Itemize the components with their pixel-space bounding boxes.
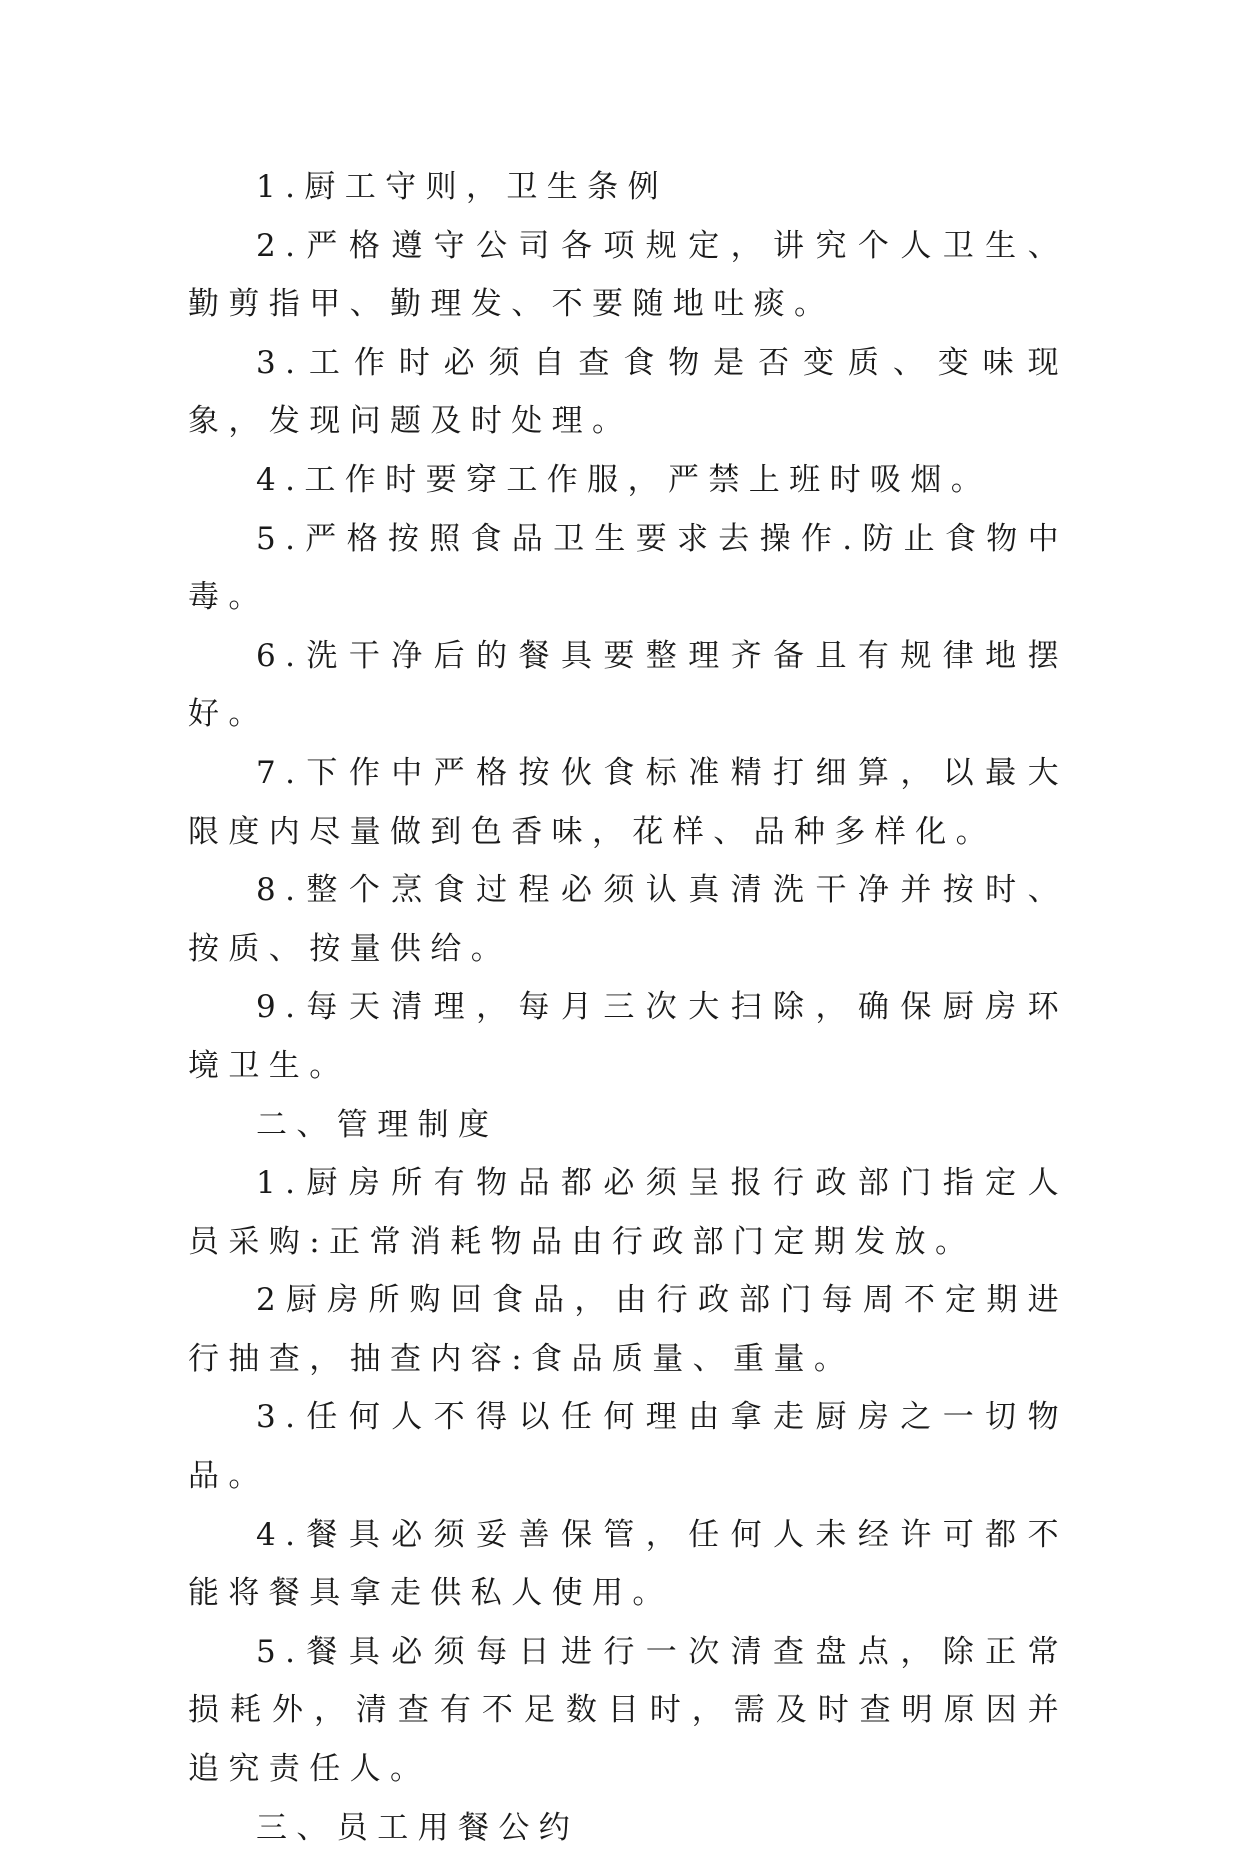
paragraph: 3.任何人不得以任何理由拿走厨房之一切物品。 bbox=[188, 1399, 1068, 1495]
paragraph: 9.每天清理，每月三次大扫除，确保厨房环境卫生。 bbox=[188, 989, 1068, 1084]
paragraph: 2.严格遵守公司各项规定，讲究个人卫生、勤剪指甲、勤理发、不要随地吐痰。 bbox=[188, 227, 1068, 323]
paragraph: 1.厨工守则，卫生条例 bbox=[256, 169, 668, 205]
paragraph: 5.餐具必须每日进行一次清查盘点，除正常损耗外，清查有不足数目时，需及时查明原因并追究责任人。 bbox=[188, 1633, 1068, 1788]
document-body bbox=[188, 158, 1068, 1857]
paragraph: 2厨房所购回食品，由行政部门每周不定期进行抽查，抽查内容:食品质量、重量。 bbox=[188, 1282, 1068, 1377]
paragraph: 5.严格按照食品卫生要求去操作.防止食物中毒。 bbox=[188, 520, 1068, 616]
paragraph: 4.工作时要穿工作服，严禁上班时吸烟。 bbox=[256, 461, 992, 498]
paragraph: 1.厨房所有物品都必须呈报行政部门指定人员采购:正常消耗物品由行政部门定期发放。 bbox=[188, 1165, 1068, 1260]
paragraph: 4.餐具必须妥善保管，任何人未经许可都不能将餐具拿走供私人使用。 bbox=[188, 1516, 1068, 1612]
paragraph: 8.整个烹食过程必须认真清洗干净并按时、按质、按量供给。 bbox=[188, 872, 1068, 967]
section-heading: 二、管理制度 bbox=[256, 1106, 499, 1143]
paragraph: 3.工作时必须自查食物是否变质、变味现象，发现问题及时处理。 bbox=[188, 344, 1068, 440]
section-heading: 三、员工用餐公约 bbox=[256, 1809, 580, 1846]
paragraph: 7.下作中严格按伙食标准精打细算，以最大限度内尽量做到色香味，花样、品种多样化。 bbox=[188, 754, 1068, 850]
paragraph: 6.洗干净后的餐具要整理齐备且有规律地摆好。 bbox=[188, 637, 1068, 733]
